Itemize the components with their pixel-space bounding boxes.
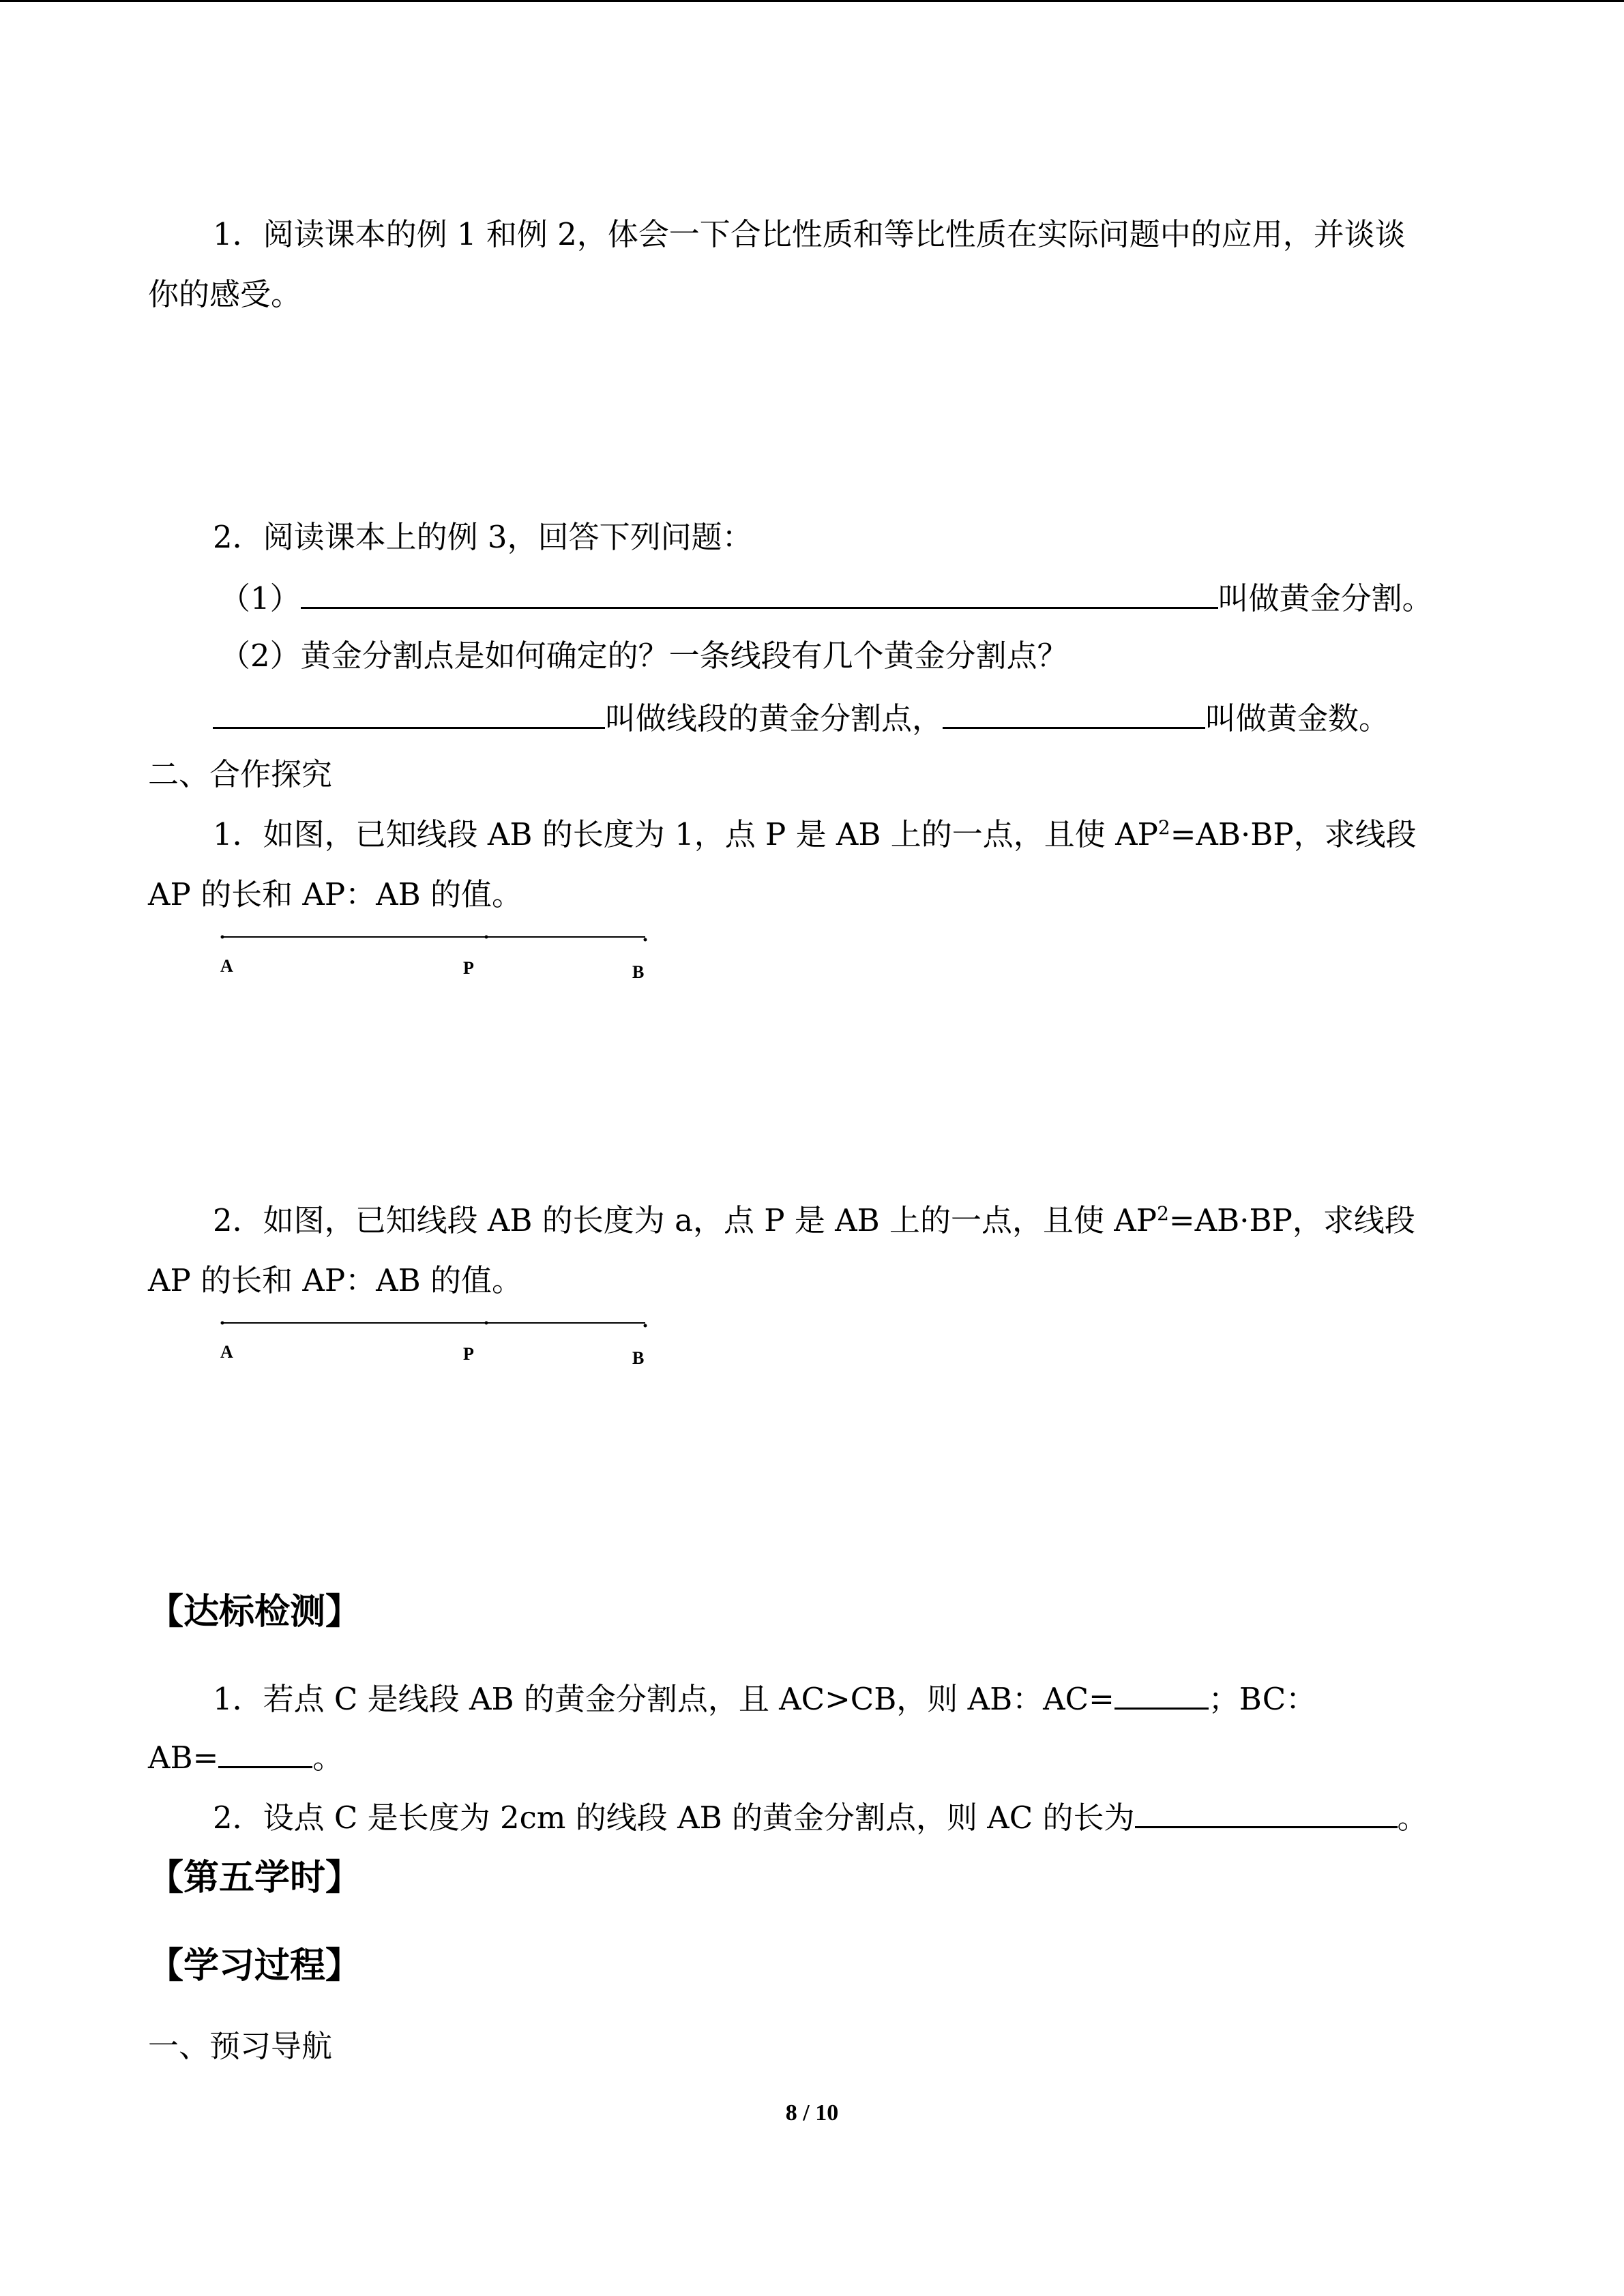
text: 。 (312, 1740, 344, 1776)
preview-nav-heading: 一、预习导航 (148, 2028, 333, 2064)
point-a (221, 936, 224, 939)
preview-q1: 1．阅读课本的例 1 和例 2，体会一下合比性质和等比性质在实际问题中的应用，并谈谈 (213, 216, 1406, 252)
text: 。 (1397, 1800, 1428, 1836)
check-q1-line2 (148, 1736, 343, 1777)
text: 2．如图，已知线段 AB 的长度为 a，点 P 是 AB 上的一点，且使 AP (213, 1202, 1157, 1238)
q2-3-end: 叫做黄金数。 (1205, 700, 1390, 736)
top-border (0, 0, 1624, 2)
label-p: P (463, 958, 474, 978)
point-b (644, 1324, 647, 1328)
explore-heading: 二、合作探究 (148, 756, 333, 792)
segment-figure-2 (217, 1315, 653, 1342)
text: 1．如图，已知线段 AB 的长度为 1，点 P 是 AB 上的一点，且使 AP (213, 816, 1158, 852)
answer-blank[interactable] (943, 697, 1205, 729)
check-q2 (213, 1796, 1428, 1837)
point-a (221, 1322, 224, 1325)
preview-q2: 2．阅读课本上的例 3，回答下列问题： (213, 519, 753, 555)
text: 1．若点 C 是线段 AB 的黄金分割点，且 AC>CB，则 AB：AC= (213, 1681, 1114, 1717)
learning-process-heading: 【学习过程】 (148, 1945, 361, 1986)
q2-1-suffix: 叫做黄金分割。 (1217, 580, 1433, 616)
q2-1-prefix: （1） (220, 580, 301, 616)
explore-p1-line2: AP 的长和 AP：AB 的值。 (148, 876, 523, 912)
answer-blank[interactable] (1135, 1796, 1398, 1828)
answer-blank[interactable] (218, 1736, 312, 1768)
text: =AB·BP，求线段 (1168, 1202, 1415, 1238)
preview-q2-1 (220, 577, 1433, 618)
answer-blank[interactable] (301, 577, 1218, 609)
point-p (485, 936, 488, 939)
segment-figure-1 (217, 929, 653, 956)
explore-p1-line1 (213, 816, 1417, 854)
text: AB= (148, 1740, 219, 1776)
label-a: A (220, 1342, 233, 1362)
check-q1-line1 (213, 1678, 1316, 1718)
text: ；BC： (1208, 1681, 1317, 1717)
explore-p2-line1 (213, 1202, 1415, 1240)
answer-blank[interactable] (1114, 1678, 1209, 1710)
check-heading: 【达标检测】 (148, 1592, 361, 1632)
label-b: B (632, 962, 645, 982)
label-a: A (220, 956, 233, 976)
section5-heading: 【第五学时】 (148, 1858, 361, 1898)
superscript: 2 (1157, 1202, 1169, 1225)
explore-p2-line2: AP 的长和 AP：AB 的值。 (148, 1262, 523, 1298)
page-number: 8 / 10 (785, 2100, 839, 2126)
point-p (485, 1322, 488, 1325)
label-b: B (632, 1348, 645, 1368)
preview-q2-3 (213, 697, 1389, 738)
label-p: P (463, 1344, 474, 1364)
text: =AB·BP，求线段 (1170, 816, 1417, 852)
preview-q1-continued: 你的感受。 (148, 276, 302, 312)
preview-q2-2: （2）黄金分割点是如何确定的？一条线段有几个黄金分割点？ (220, 638, 1068, 674)
point-b (644, 938, 647, 942)
superscript: 2 (1157, 816, 1170, 839)
text: 2．设点 C 是长度为 2cm 的线段 AB 的黄金分割点，则 AC 的长为 (213, 1800, 1135, 1836)
answer-blank[interactable] (213, 697, 605, 729)
q2-3-mid: 叫做线段的黄金分割点， (605, 700, 943, 736)
